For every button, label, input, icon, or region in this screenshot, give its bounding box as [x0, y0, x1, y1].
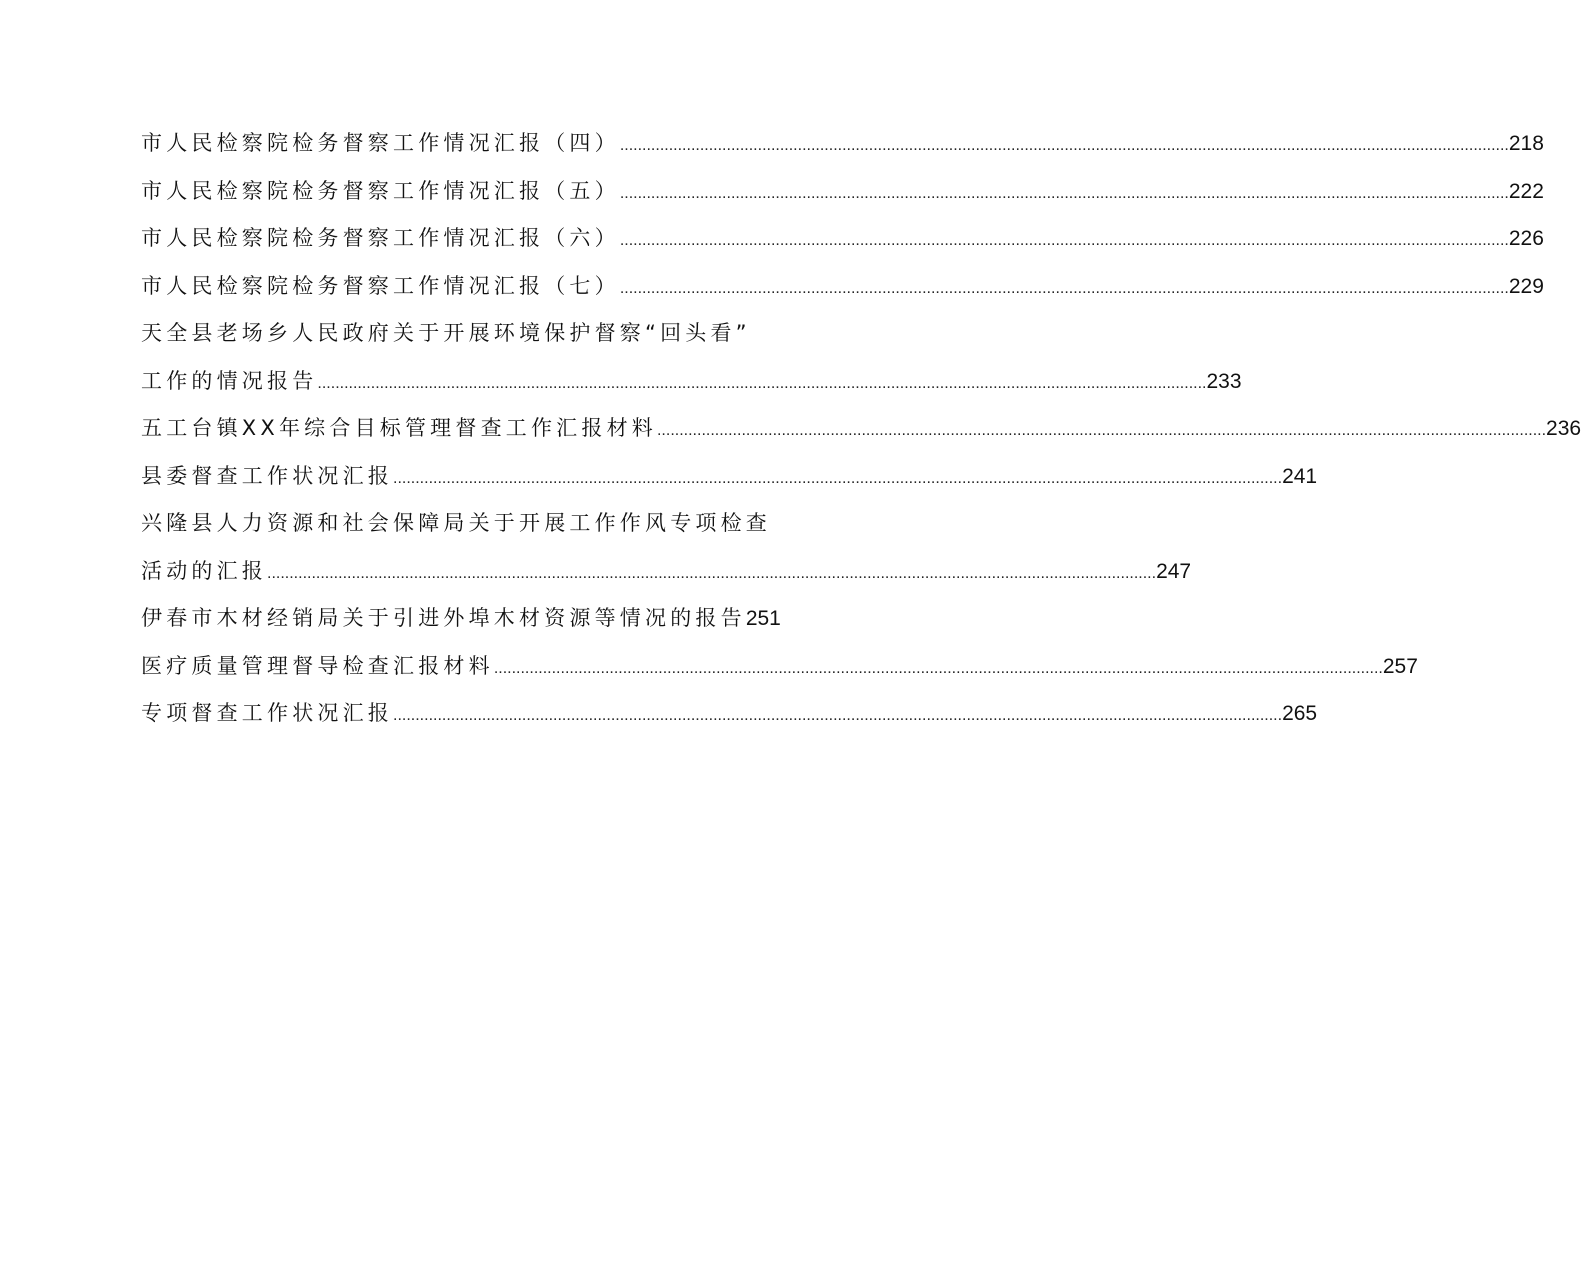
toc-page-number: 229: [1508, 274, 1544, 298]
toc-entry[interactable]: [141, 500, 1192, 595]
toc-entry-title: 市人民检察院检务督察工作情况汇报（六）: [141, 226, 620, 250]
table-of-contents: [141, 120, 1581, 738]
toc-entry-line: [141, 500, 771, 548]
toc-leader-dots: [494, 645, 1383, 693]
toc-entry-title: 市人民检察院检务督察工作情况汇报（四）: [141, 131, 620, 155]
toc-entry-line: [141, 215, 1544, 263]
toc-entry[interactable]: [141, 595, 781, 643]
toc-entry-line: [141, 263, 1544, 311]
toc-entry[interactable]: [141, 168, 1544, 216]
toc-entry[interactable]: [141, 643, 1418, 691]
toc-entry-line: [141, 310, 771, 358]
toc-leader-dots: [393, 692, 1282, 740]
toc-page-number: 218: [1508, 132, 1544, 155]
toc-entry-line: [141, 595, 781, 643]
toc-page-number: 226: [1508, 227, 1544, 250]
toc-page-number: 257: [1382, 654, 1418, 678]
toc-entry-title: 天全县老场乡人民政府关于开展环境保护督察“回头看”: [141, 321, 751, 345]
toc-page-number: 233: [1206, 369, 1242, 393]
toc-entry[interactable]: [141, 405, 1581, 453]
toc-entry-line: [141, 168, 1544, 216]
toc-entry-line: [141, 453, 1318, 501]
toc-leader-dots: [620, 122, 1509, 170]
toc-entry[interactable]: [141, 690, 1318, 738]
toc-page-number: 247: [1156, 559, 1192, 583]
toc-leader-dots: [657, 407, 1546, 455]
toc-entry-title: 兴隆县人力资源和社会保障局关于开展工作作风专项检查: [141, 511, 771, 535]
toc-entry[interactable]: [141, 310, 1242, 405]
toc-entry[interactable]: [141, 453, 1318, 501]
toc-entry[interactable]: [141, 215, 1544, 263]
toc-entry-title: 市人民检察院检务督察工作情况汇报（五）: [141, 178, 620, 203]
toc-entry-title: 县委督查工作状况汇报: [141, 463, 393, 488]
toc-page-number: 241: [1282, 464, 1318, 488]
toc-entry-line: [141, 405, 1581, 453]
toc-entry-line: [141, 690, 1318, 738]
toc-entry-title-continued: 工作的情况报告: [141, 368, 318, 393]
toc-entry-title-continued: 活动的汇报: [141, 558, 267, 583]
toc-leader-dots: [620, 265, 1509, 313]
toc-entry-line: [141, 120, 1544, 168]
toc-page-number: 236: [1546, 417, 1581, 440]
toc-entry-line: [141, 548, 1192, 596]
toc-entry[interactable]: [141, 263, 1544, 311]
toc-leader-dots: [317, 360, 1206, 408]
toc-page-number: 265: [1282, 702, 1318, 725]
toc-entry-title: 专项督查工作状况汇报: [141, 701, 393, 725]
toc-leader-dots: [620, 217, 1509, 265]
toc-entry-line: [141, 358, 1242, 406]
toc-page-number: 251: [745, 607, 781, 630]
toc-entry-title: 市人民检察院检务督察工作情况汇报（七）: [141, 273, 620, 298]
toc-entry[interactable]: [141, 120, 1544, 168]
toc-entry-line: [141, 643, 1418, 691]
toc-page-number: 222: [1508, 179, 1544, 203]
toc-leader-dots: [620, 170, 1509, 218]
toc-entry-title: 五工台镇XX年综合目标管理督查工作汇报材料: [141, 416, 657, 440]
toc-entry-title: 医疗质量管理督导检查汇报材料: [141, 653, 494, 678]
toc-leader-dots: [393, 455, 1282, 503]
toc-entry-title: 伊春市木材经销局关于引进外埠木材资源等情况的报告: [141, 606, 746, 630]
toc-leader-dots: [267, 550, 1156, 598]
